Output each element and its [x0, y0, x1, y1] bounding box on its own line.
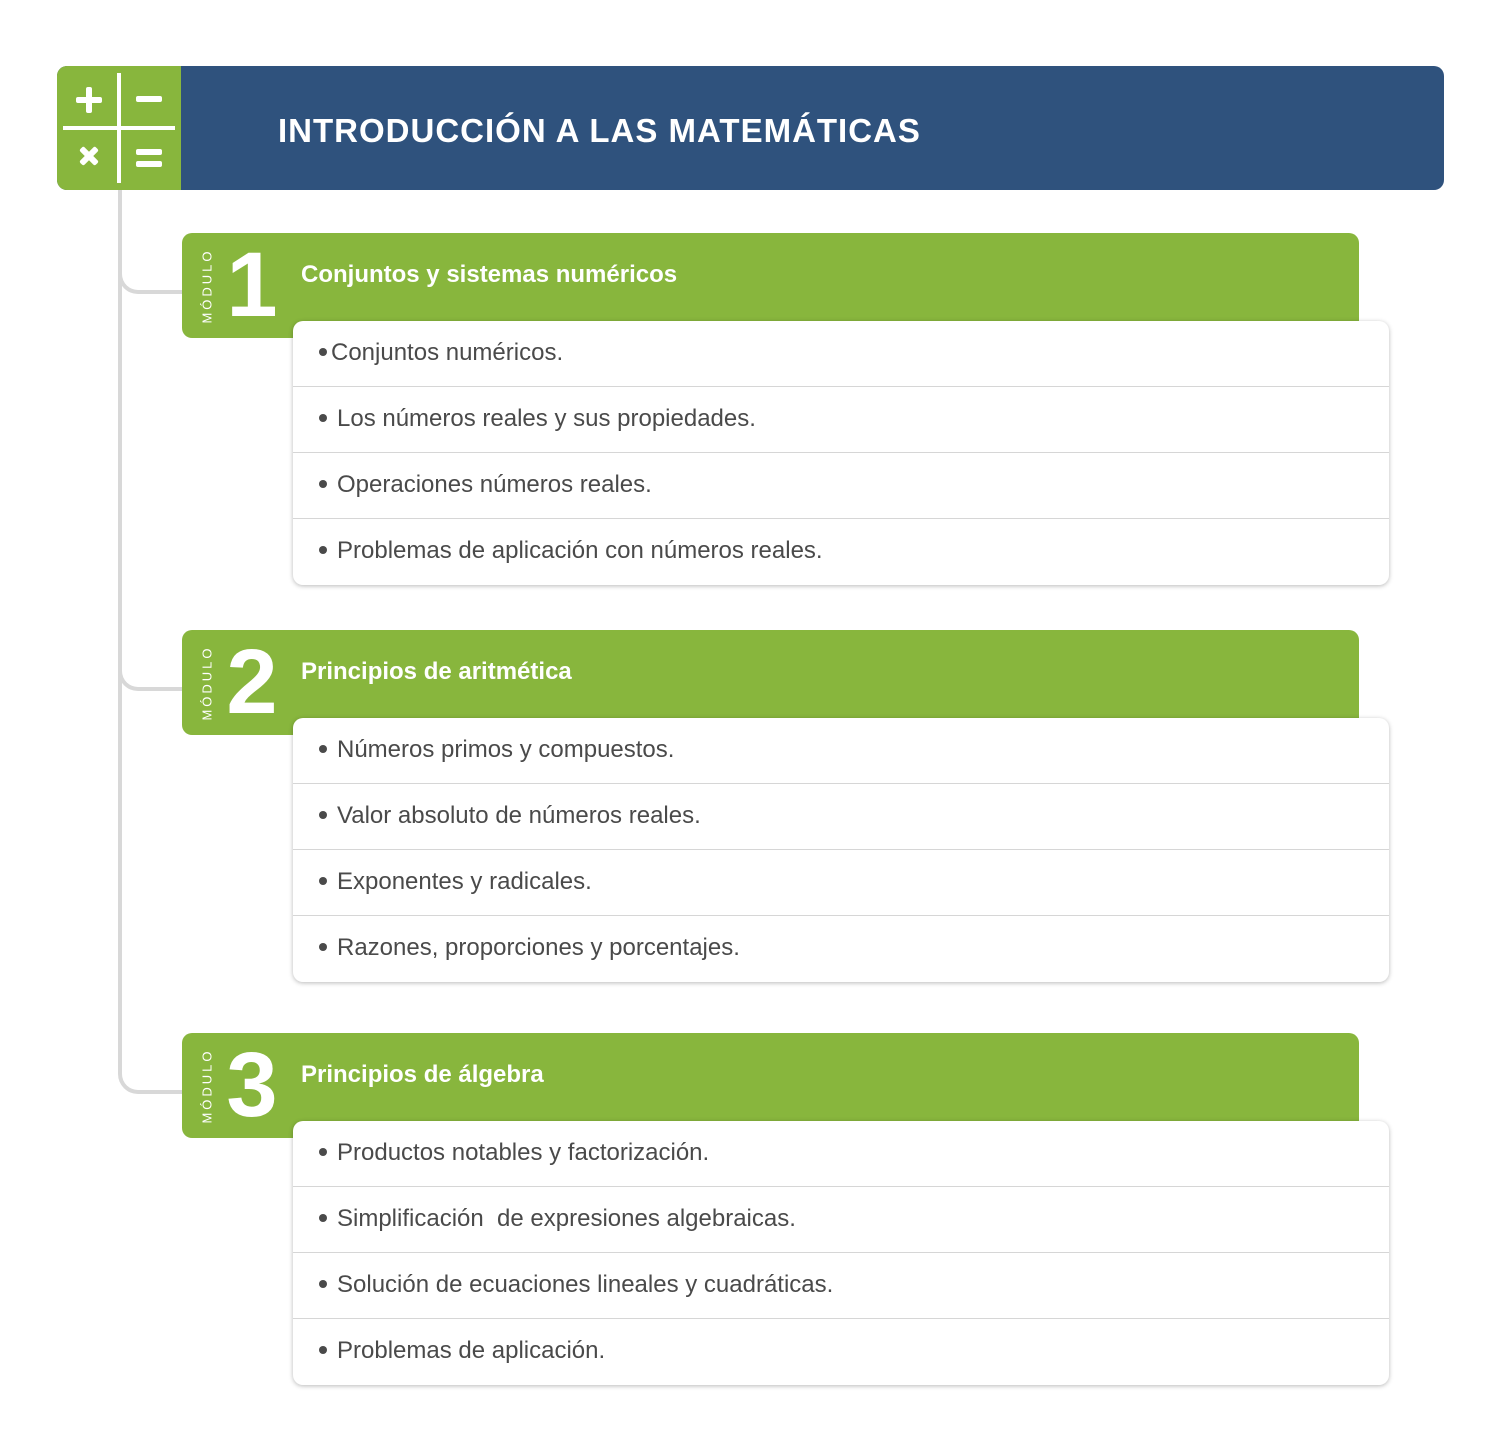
topic-item: Operaciones números reales. [293, 453, 1389, 519]
module-number: 3 [226, 1034, 278, 1136]
calculator-operations-icon [57, 66, 181, 190]
times-icon [73, 140, 104, 171]
module-label: MÓDULO [199, 645, 215, 721]
module-topics-card-3 [293, 1121, 1389, 1385]
topic-item: Números primos y compuestos. [293, 718, 1389, 784]
bullet-icon [319, 811, 327, 819]
equals-icon [136, 149, 162, 167]
page-title: INTRODUCCIÓN A LAS MATEMÁTICAS [278, 112, 921, 149]
bullet-icon [319, 1346, 327, 1354]
module-label: MÓDULO [199, 248, 215, 324]
topic-item: Valor absoluto de números reales. [293, 784, 1389, 850]
plus-icon [76, 87, 102, 113]
topic-item: Razones, proporciones y porcentajes. [293, 916, 1389, 982]
bullet-icon [319, 414, 327, 422]
module-label: MÓDULO [199, 1048, 215, 1124]
module-title: Principios de aritmética [301, 658, 572, 685]
module-number: 1 [226, 234, 278, 336]
topic-item: Problemas de aplicación con números reales. [293, 519, 1389, 585]
bullet-icon [319, 546, 327, 554]
bullet-icon [319, 943, 327, 951]
bullet-icon [319, 1148, 327, 1156]
bullet-icon [319, 745, 327, 753]
connector-line-module-3 [118, 190, 187, 1094]
module-number: 2 [226, 631, 278, 733]
topic-item: Simplificación de expresiones algebraicas. [293, 1187, 1389, 1253]
topic-item: Solución de ecuaciones lineales y cuadráticas. [293, 1253, 1389, 1319]
module-topics-card-2 [293, 718, 1389, 982]
module-topics-card-1 [293, 321, 1389, 585]
topic-item: Los números reales y sus propiedades. [293, 387, 1389, 453]
bullet-icon [319, 1280, 327, 1288]
topic-item: Conjuntos numéricos. [293, 321, 1389, 387]
bullet-icon [319, 1214, 327, 1222]
topic-item: Productos notables y factorización. [293, 1121, 1389, 1187]
minus-icon [136, 96, 162, 102]
topic-item: Problemas de aplicación. [293, 1319, 1389, 1385]
module-title: Principios de álgebra [301, 1061, 544, 1088]
bullet-icon [319, 877, 327, 885]
module-title: Conjuntos y sistemas numéricos [301, 261, 678, 288]
bullet-icon [319, 480, 327, 488]
header-banner [57, 66, 1444, 190]
bullet-icon [319, 348, 327, 356]
topic-item: Exponentes y radicales. [293, 850, 1389, 916]
